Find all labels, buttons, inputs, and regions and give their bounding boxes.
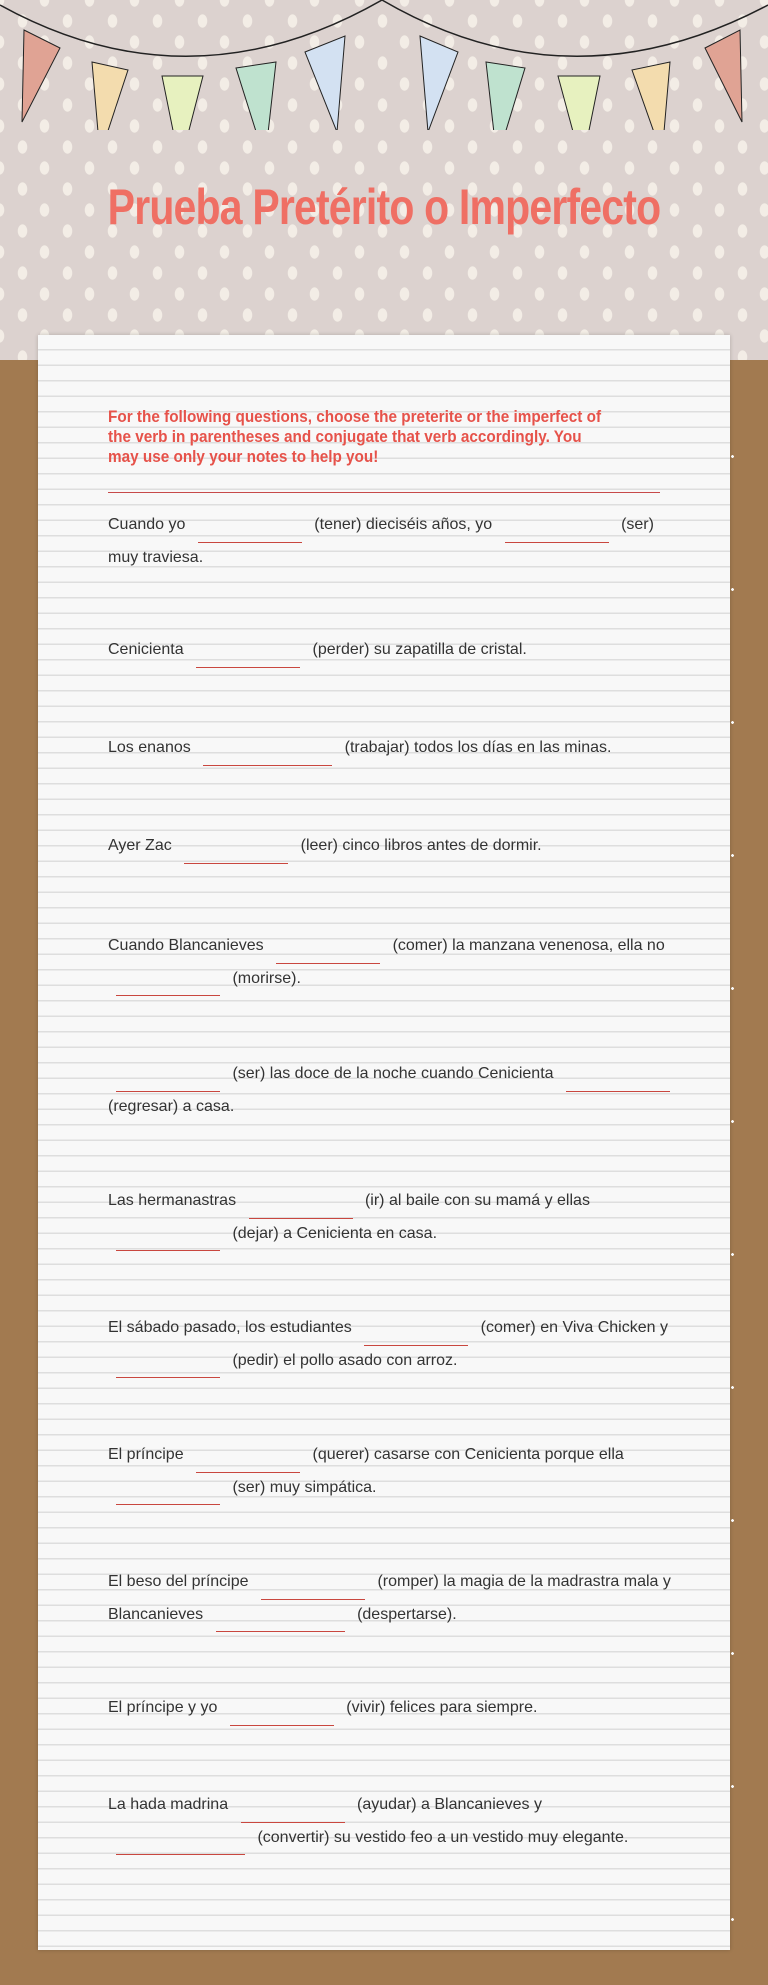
question-text: (ayudar) a Blancanieves y [357, 1796, 542, 1813]
question-text: (trabajar) todos los días en las minas. [344, 739, 612, 756]
question-text: Cenicienta [108, 641, 184, 658]
answer-blank-1[interactable] [241, 1800, 345, 1823]
answer-blank-2[interactable] [566, 1069, 670, 1092]
question-text: (tener) dieciséis años, yo [314, 516, 493, 533]
page-title: Prueba Pretérito o Imperfecto [107, 179, 661, 235]
question-text: (comer) la manzana venenosa, ella no [392, 937, 665, 954]
question-5 [108, 931, 678, 996]
question-text: (ser) muy simpática. [232, 1478, 377, 1496]
question-text: El beso del príncipe [108, 1573, 249, 1590]
question-text: El sábado pasado, los estudiantes [108, 1319, 352, 1336]
bunting-decoration [0, 0, 768, 130]
answer-blank-2[interactable] [216, 1609, 345, 1632]
question-text: Ayer Zac [108, 837, 172, 854]
answer-blank-1[interactable] [196, 1450, 300, 1473]
question-text: (comer) en Viva Chicken y [480, 1319, 668, 1336]
question-text: Cuando Blancanieves [108, 937, 264, 954]
question-text: Las hermanastras [108, 1192, 237, 1209]
question-text: (querer) casarse con Cenicienta porque ella [312, 1446, 624, 1463]
answer-blank-1[interactable] [184, 841, 288, 864]
answer-blank-1[interactable] [261, 1577, 365, 1600]
answer-blank-2[interactable] [505, 520, 609, 543]
question-text: (morirse). [232, 969, 301, 987]
question-text: (ser) las doce de la noche cuando Cenicienta [232, 1065, 554, 1082]
question-2 [108, 635, 678, 668]
question-text: (regresar) a casa. [108, 1097, 235, 1115]
question-text: (ir) al baile con su mamá y ellas [364, 1192, 590, 1209]
question-text: (convertir) su vestido feo a un vestido muy elegante. [257, 1828, 629, 1846]
answer-blank-1[interactable] [116, 1069, 220, 1092]
answer-blank-1[interactable] [203, 743, 332, 766]
question-3 [108, 733, 678, 766]
question-text: La hada madrina [108, 1796, 229, 1813]
answer-blank-1[interactable] [249, 1196, 353, 1219]
question-10 [108, 1567, 678, 1632]
question-text: El príncipe [108, 1446, 184, 1463]
question-text: (perder) su zapatilla de cristal. [312, 641, 527, 658]
question-text: Los enanos [108, 739, 191, 756]
answer-blank-1[interactable] [198, 520, 302, 543]
question-text: (leer) cinco libros antes de dormir. [300, 837, 542, 854]
answer-blank-1[interactable] [196, 645, 300, 668]
question-6 [108, 1059, 678, 1121]
instructions: For the following questions, choose the preterite or the imperfect of the verb in parentheses and conjugate that verb accordingly. You may use only your notes to help you! [108, 407, 602, 466]
answer-blank-2[interactable] [116, 973, 220, 996]
question-text: (romper) la magia de la madrastra mala y Blancanieves [108, 1573, 671, 1623]
question-7 [108, 1186, 678, 1251]
divider [108, 492, 660, 493]
answer-blank-2[interactable] [116, 1228, 220, 1251]
question-text: (vivir) felices para siempre. [346, 1699, 538, 1716]
answer-blank-1[interactable] [230, 1703, 334, 1726]
answer-blank-1[interactable] [276, 941, 380, 964]
answer-blank-1[interactable] [364, 1323, 468, 1346]
question-11 [108, 1693, 678, 1726]
question-text: (ser) muy traviesa. [108, 516, 654, 566]
question-12 [108, 1790, 678, 1855]
question-text: (dejar) a Cenicienta en casa. [232, 1224, 438, 1242]
answer-blank-2[interactable] [116, 1355, 220, 1378]
question-8 [108, 1313, 678, 1378]
question-4 [108, 831, 678, 864]
question-text: Cuando yo [108, 516, 186, 533]
question-text: El príncipe y yo [108, 1699, 218, 1716]
lined-paper [38, 335, 730, 1950]
question-9 [108, 1440, 678, 1505]
answer-blank-2[interactable] [116, 1482, 220, 1505]
question-text: (despertarse). [357, 1605, 457, 1623]
question-text: (pedir) el pollo asado con arroz. [232, 1351, 458, 1369]
answer-blank-2[interactable] [116, 1832, 245, 1855]
question-1 [108, 510, 678, 572]
